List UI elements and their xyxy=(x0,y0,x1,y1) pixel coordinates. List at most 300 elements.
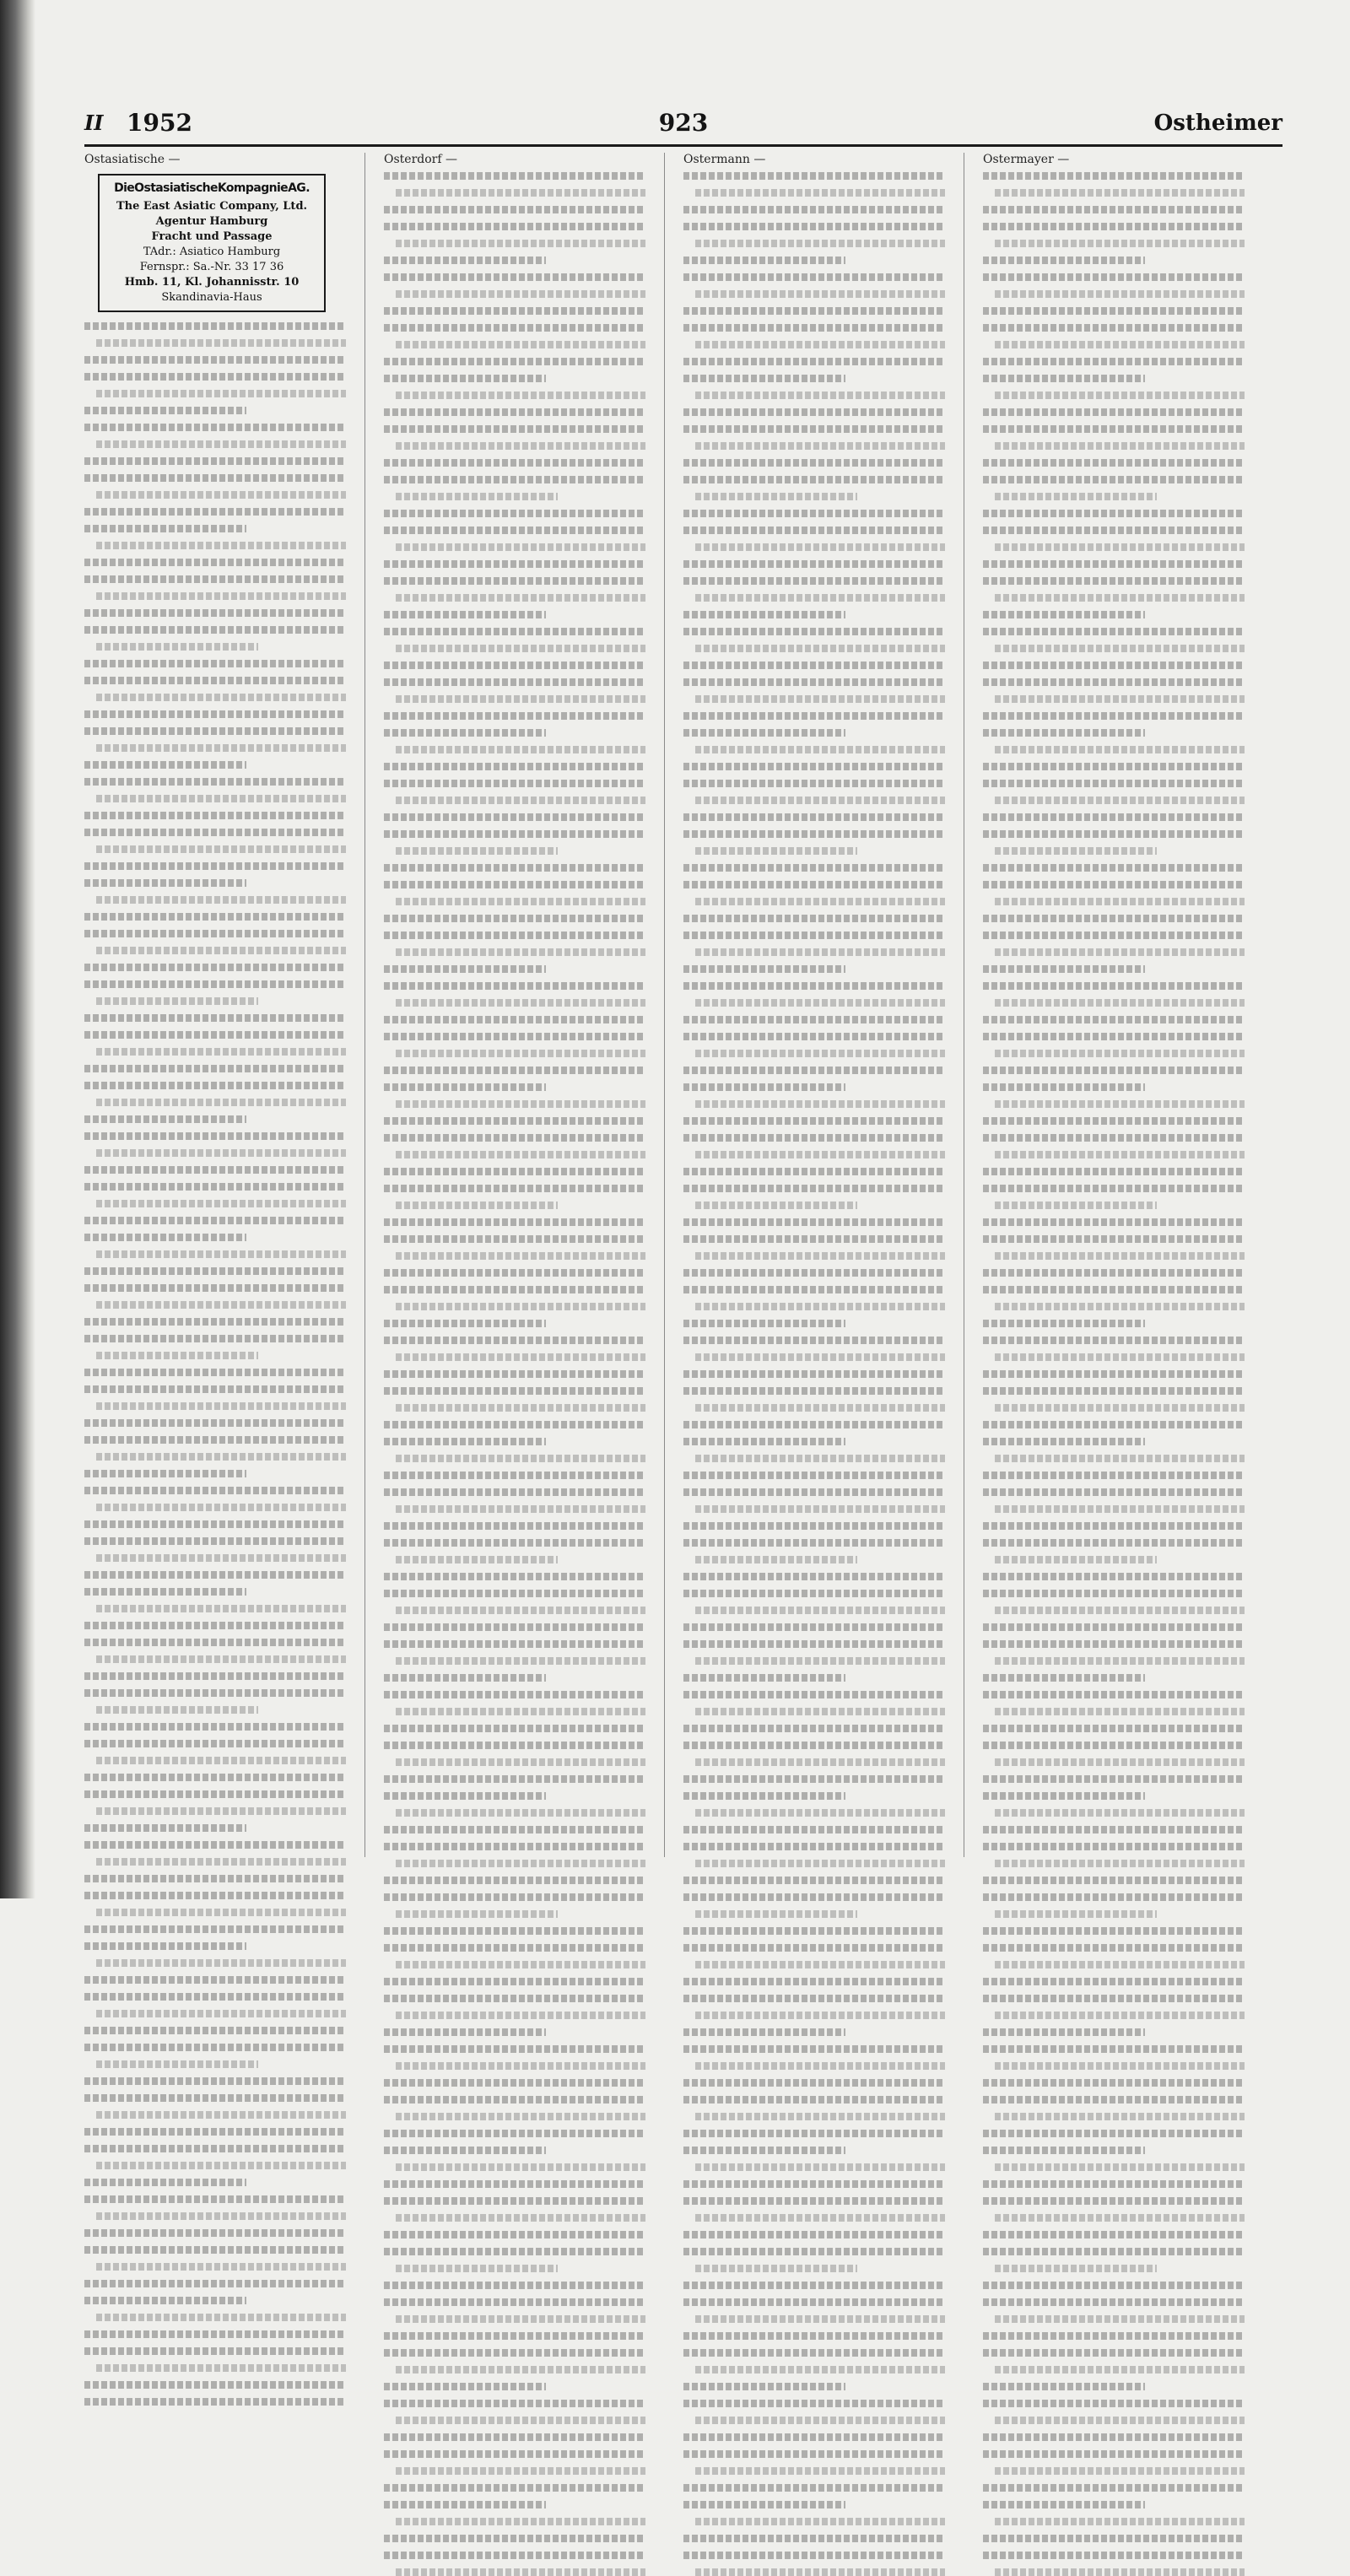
directory-entry-line xyxy=(683,1725,945,1732)
directory-entry-line xyxy=(84,1790,346,1798)
directory-entry-line xyxy=(995,1404,1245,1412)
directory-entry-line xyxy=(84,1470,246,1477)
directory-entry-line xyxy=(384,2535,645,2542)
directory-entry-line xyxy=(96,1200,346,1207)
directory-entry-line xyxy=(695,1505,945,1513)
directory-entry-line xyxy=(396,2163,645,2171)
column-2 xyxy=(384,153,645,1857)
directory-entry-line xyxy=(995,2568,1245,2576)
directory-entry-line xyxy=(96,1959,346,1967)
directory-entry-line xyxy=(983,1488,1245,1496)
directory-entry-line xyxy=(384,1387,645,1395)
book-binding-edge xyxy=(0,0,35,1898)
directory-entry-line xyxy=(384,1522,645,1530)
directory-entry-line xyxy=(983,1269,1245,1277)
directory-entry-line xyxy=(84,626,346,634)
directory-entry-line xyxy=(695,290,945,298)
directory-entry-line xyxy=(695,493,857,500)
directory-entry-line xyxy=(396,1252,645,1260)
directory-entry-line xyxy=(84,1976,346,1984)
directory-entry-line xyxy=(84,1520,346,1528)
directory-entry-line xyxy=(384,2282,645,2289)
directory-entry-line xyxy=(683,2282,945,2289)
directory-entry-line xyxy=(983,1843,1245,1850)
directory-entry-line xyxy=(683,881,945,888)
directory-entry-line xyxy=(384,2450,645,2458)
directory-entry-line xyxy=(396,442,645,450)
page-number: 923 xyxy=(658,109,709,137)
directory-entry-line xyxy=(84,879,246,887)
directory-entry-line xyxy=(84,1537,346,1545)
directory-entry-line xyxy=(695,2417,945,2424)
directory-entry-line xyxy=(683,1691,945,1698)
directory-entry-line xyxy=(983,2501,1145,2508)
directory-entry-line xyxy=(983,206,1245,213)
directory-entry-line xyxy=(683,1488,945,1496)
directory-entry-line xyxy=(96,592,346,600)
directory-entry-line xyxy=(384,1472,645,1479)
directory-entry-line xyxy=(683,1320,845,1327)
directory-entry-line xyxy=(983,1134,1245,1142)
directory-entry-line xyxy=(995,2113,1245,2120)
directory-entry-line xyxy=(84,2027,346,2034)
directory-entry-line xyxy=(396,2467,645,2475)
entry-list xyxy=(84,322,346,2406)
ad-line: The East Asiatic Company, Ltd. xyxy=(116,200,308,213)
directory-entry-line xyxy=(96,1504,346,1511)
directory-entry-line xyxy=(683,206,945,213)
directory-entry-line xyxy=(683,1033,945,1040)
directory-entry-line xyxy=(995,948,1245,956)
directory-entry-line xyxy=(396,392,645,399)
directory-entry-line xyxy=(96,2162,346,2169)
directory-entry-line xyxy=(995,493,1157,500)
directory-entry-line xyxy=(695,999,945,1007)
directory-entry-line xyxy=(84,1993,346,2001)
directory-entry-line xyxy=(995,392,1245,399)
directory-entry-line xyxy=(84,1419,346,1427)
directory-entry-line xyxy=(683,1083,845,1091)
directory-entry-line xyxy=(683,1185,945,1192)
directory-entry-line xyxy=(384,2180,645,2188)
directory-entry-line xyxy=(695,847,857,855)
directory-entry-line xyxy=(96,947,346,954)
directory-entry-line xyxy=(695,2366,945,2373)
directory-entry-line xyxy=(695,442,945,450)
directory-entry-line xyxy=(683,257,845,264)
directory-entry-line xyxy=(983,2248,1245,2255)
directory-entry-line xyxy=(84,474,346,482)
directory-entry-line xyxy=(683,2383,845,2390)
directory-entry-line xyxy=(96,643,258,651)
directory-entry-line xyxy=(396,695,645,703)
directory-entry-line xyxy=(983,729,1145,737)
directory-entry-line xyxy=(384,1792,546,1800)
ad-company-name: DieOstasiatischeKompagnieAG. xyxy=(114,181,310,195)
directory-entry-line xyxy=(384,1269,645,1277)
directory-entry-line xyxy=(84,761,246,769)
directory-entry-line xyxy=(683,662,945,669)
directory-entry-line xyxy=(384,2433,645,2441)
directory-entry-line xyxy=(995,2214,1245,2222)
directory-entry-line xyxy=(384,1877,645,1884)
directory-entry-line xyxy=(695,1607,945,1614)
directory-entry-line xyxy=(683,2433,945,2441)
ad-line: Hmb. 11, Kl. Johannisstr. 10 xyxy=(124,276,300,289)
directory-entry-line xyxy=(683,2096,945,2103)
directory-entry-line xyxy=(84,964,346,971)
page-header xyxy=(84,105,1282,147)
directory-entry-line xyxy=(84,2347,346,2355)
directory-entry-line xyxy=(396,2366,645,2373)
directory-entry-line xyxy=(396,1151,645,1158)
directory-entry-line xyxy=(995,2518,1245,2525)
directory-entry-line xyxy=(96,542,346,549)
directory-entry-line xyxy=(995,1353,1245,1361)
directory-entry-line xyxy=(995,695,1245,703)
directory-entry-line xyxy=(983,2197,1245,2205)
directory-entry-line xyxy=(683,1421,945,1428)
directory-entry-line xyxy=(983,2045,1245,2053)
directory-entry-line xyxy=(983,1826,1245,1833)
directory-entry-line xyxy=(84,1183,346,1191)
directory-entry-line xyxy=(683,358,945,365)
directory-entry-line xyxy=(695,2265,857,2272)
directory-entry-line xyxy=(995,1455,1245,1462)
directory-entry-line xyxy=(396,1860,645,1867)
column-divider xyxy=(664,153,665,1857)
directory-entry-line xyxy=(683,2231,945,2238)
directory-entry-line xyxy=(695,1758,945,1766)
directory-entry-line xyxy=(695,2163,945,2171)
directory-entry-line xyxy=(384,1893,645,1901)
directory-entry-line xyxy=(695,1708,945,1715)
directory-entry-line xyxy=(396,999,645,1007)
directory-entry-line xyxy=(384,611,546,618)
directory-entry-line xyxy=(983,425,1245,433)
directory-entry-line xyxy=(384,780,645,787)
directory-entry-line xyxy=(995,1657,1245,1665)
directory-entry-line xyxy=(683,1337,945,1344)
directory-entry-line xyxy=(384,459,645,467)
directory-entry-line xyxy=(683,1387,945,1395)
directory-entry-line xyxy=(84,2179,246,2186)
directory-entry-line xyxy=(683,1640,945,1648)
directory-entry-line xyxy=(683,813,945,821)
directory-entry-line xyxy=(995,1100,1245,1108)
directory-entry-line xyxy=(396,341,645,348)
directory-entry-line xyxy=(384,830,645,838)
directory-entry-line xyxy=(983,2450,1245,2458)
directory-entry-line xyxy=(384,1488,645,1496)
directory-entry-line xyxy=(84,1234,246,1241)
directory-entry-line xyxy=(983,932,1245,939)
directory-entry-line xyxy=(384,2197,645,2205)
directory-entry-line xyxy=(983,2079,1245,2087)
directory-entry-line xyxy=(983,1438,1145,1445)
directory-entry-line xyxy=(84,559,346,566)
directory-entry-line xyxy=(695,1050,945,1057)
ad-line: Fernspr.: Sa.-Nr. 33 17 36 xyxy=(139,261,284,273)
directory-entry-line xyxy=(384,813,645,821)
directory-entry-line xyxy=(683,611,845,618)
directory-entry-line xyxy=(683,678,945,686)
directory-entry-line xyxy=(683,1168,945,1175)
directory-entry-line xyxy=(84,1031,346,1039)
directory-entry-line xyxy=(96,2060,258,2068)
directory-entry-line xyxy=(384,662,645,669)
directory-entry-line xyxy=(396,594,645,602)
directory-entry-line xyxy=(396,1404,645,1412)
directory-entry-line xyxy=(983,678,1245,686)
directory-entry-line xyxy=(384,2501,546,2508)
directory-entry-line xyxy=(396,898,645,905)
directory-entry-line xyxy=(983,1623,1245,1631)
directory-entry-line xyxy=(983,2130,1245,2137)
column-3 xyxy=(683,153,945,1857)
directory-entry-line xyxy=(983,257,1145,264)
directory-entry-line xyxy=(695,341,945,348)
directory-entry-line xyxy=(983,1893,1245,1901)
directory-entry-line xyxy=(983,223,1245,230)
directory-entry-line xyxy=(983,965,1145,973)
directory-entry-line xyxy=(384,408,645,416)
directory-entry-line xyxy=(384,307,645,315)
directory-entry-line xyxy=(983,324,1245,332)
directory-entry-line xyxy=(84,1436,346,1444)
directory-entry-line xyxy=(384,1168,645,1175)
directory-entry-line xyxy=(983,628,1245,635)
directory-entry-line xyxy=(995,797,1245,804)
directory-entry-line xyxy=(84,1132,346,1140)
directory-entry-line xyxy=(983,2096,1245,2103)
directory-entry-line xyxy=(396,1607,645,1614)
directory-entry-line xyxy=(995,1202,1157,1209)
directory-entry-line xyxy=(983,1320,1145,1327)
ad-line: Skandinavia-Haus xyxy=(161,291,262,304)
directory-entry-line xyxy=(384,1235,645,1243)
directory-entry-line xyxy=(683,982,945,990)
directory-entry-line xyxy=(96,1048,346,1056)
directory-entry-line xyxy=(96,1605,346,1612)
directory-entry-line xyxy=(983,2383,1145,2390)
directory-entry-line xyxy=(683,915,945,922)
directory-entry-line xyxy=(695,1910,857,1918)
directory-entry-line xyxy=(683,830,945,838)
directory-entry-line xyxy=(384,2484,645,2492)
directory-entry-line xyxy=(384,425,645,433)
directory-entry-line xyxy=(384,1927,645,1935)
directory-entry-line xyxy=(396,2315,645,2323)
directory-entry-line xyxy=(384,223,645,230)
directory-entry-line xyxy=(683,1472,945,1479)
directory-entry-line xyxy=(683,2028,845,2036)
entry-list xyxy=(683,172,945,2576)
directory-entry-line xyxy=(683,1742,945,1749)
directory-entry-line xyxy=(995,2012,1245,2019)
directory-entry-line xyxy=(995,1758,1245,1766)
directory-entry-line xyxy=(396,1505,645,1513)
directory-entry-line xyxy=(995,1151,1245,1158)
ad-line: Fracht und Passage xyxy=(151,230,273,243)
directory-entry-line xyxy=(683,1893,945,1901)
directory-entry-line xyxy=(983,1944,1245,1952)
directory-entry-line xyxy=(683,2130,945,2137)
directory-entry-line xyxy=(84,1925,346,1933)
directory-entry-line xyxy=(683,172,945,180)
directory-entry-line xyxy=(384,628,645,635)
directory-entry-line xyxy=(683,527,945,534)
directory-entry-line xyxy=(695,797,945,804)
directory-entry-line xyxy=(983,2552,1245,2559)
directory-entry-line xyxy=(396,543,645,551)
directory-entry-line xyxy=(983,358,1245,365)
directory-entry-line xyxy=(396,1202,558,1209)
directory-entry-line xyxy=(384,206,645,213)
directory-entry-line xyxy=(384,1117,645,1125)
directory-entry-line xyxy=(84,1639,346,1646)
directory-entry-line xyxy=(96,1099,346,1106)
directory-entry-line xyxy=(983,881,1245,888)
directory-entry-line xyxy=(84,2128,346,2136)
directory-entry-line xyxy=(983,2147,1145,2154)
directory-entry-line xyxy=(983,1218,1245,1226)
column-4 xyxy=(983,153,1245,1857)
directory-entry-line xyxy=(983,1792,1145,1800)
directory-entry-line xyxy=(983,510,1245,517)
directory-entry-line xyxy=(995,1860,1245,1867)
directory-entry-line xyxy=(995,1252,1245,1260)
directory-entry-line xyxy=(683,1623,945,1631)
directory-entry-line xyxy=(84,1369,346,1376)
directory-entry-line xyxy=(683,375,845,382)
directory-entry-line xyxy=(84,457,346,465)
directory-entry-line xyxy=(96,1655,346,1663)
directory-entry-line xyxy=(84,1115,246,1123)
directory-entry-line xyxy=(695,898,945,905)
directory-entry-line xyxy=(995,1809,1245,1817)
directory-entry-line xyxy=(683,1590,945,1597)
directory-entry-line xyxy=(983,763,1245,770)
directory-entry-line xyxy=(96,1402,346,1410)
directory-entry-line xyxy=(683,1877,945,1884)
directory-entry-line xyxy=(384,2130,645,2137)
directory-entry-line xyxy=(384,257,546,264)
directory-entry-line xyxy=(84,508,346,516)
directory-entry-line xyxy=(384,1623,645,1631)
directory-entry-line xyxy=(983,2282,1245,2289)
directory-entry-line xyxy=(84,1740,346,1747)
directory-entry-line xyxy=(396,2062,645,2070)
directory-entry-line xyxy=(84,2195,346,2203)
directory-entry-line xyxy=(384,932,645,939)
directory-entry-line xyxy=(683,2248,945,2255)
directory-entry-line xyxy=(384,1691,645,1698)
directory-entry-line xyxy=(96,1858,346,1866)
directory-entry-line xyxy=(96,1706,258,1714)
directory-entry-line xyxy=(384,2096,645,2103)
directory-entry-line xyxy=(983,527,1245,534)
directory-entry-line xyxy=(683,273,945,281)
directory-entry-line xyxy=(84,2280,346,2287)
directory-entry-line xyxy=(396,847,558,855)
directory-entry-line xyxy=(695,594,945,602)
directory-entry-line xyxy=(96,896,346,904)
column-divider xyxy=(364,153,365,1857)
directory-entry-line xyxy=(384,2079,645,2087)
directory-entry-line xyxy=(983,1539,1245,1547)
directory-entry-line xyxy=(84,407,246,414)
directory-entry-line xyxy=(396,1100,645,1108)
ad-line: TAdr.: Asiatico Hamburg xyxy=(143,246,281,258)
directory-entry-line xyxy=(84,525,246,532)
directory-entry-line xyxy=(995,2265,1157,2272)
directory-entry-line xyxy=(384,1218,645,1226)
directory-entry-line xyxy=(384,1995,645,2002)
directory-entry-line xyxy=(96,2314,346,2321)
directory-entry-line xyxy=(683,712,945,720)
directory-entry-line xyxy=(683,2501,845,2508)
directory-entry-line xyxy=(384,1775,645,1783)
directory-entry-line xyxy=(983,915,1245,922)
directory-entry-line xyxy=(96,390,346,397)
directory-entry-line xyxy=(96,2263,346,2271)
directory-entry-line xyxy=(995,594,1245,602)
directory-entry-line xyxy=(96,744,346,752)
directory-entry-line xyxy=(683,1978,945,1985)
directory-entry-line xyxy=(683,2400,945,2407)
entry-list xyxy=(983,172,1245,2576)
directory-entry-line xyxy=(683,864,945,872)
directory-entry-line xyxy=(683,324,945,332)
directory-entry-line xyxy=(683,2197,945,2205)
directory-entry-line xyxy=(983,1033,1245,1040)
directory-entry-line xyxy=(995,2062,1245,2070)
directory-entry-line xyxy=(84,1824,246,1832)
directory-entry-line xyxy=(995,1910,1157,1918)
directory-entry-line xyxy=(96,1554,346,1562)
directory-entry-line xyxy=(983,273,1245,281)
directory-entry-line xyxy=(84,1166,346,1174)
directory-entry-line xyxy=(84,913,346,921)
directory-entry-line xyxy=(396,2518,645,2525)
directory-entry-line xyxy=(396,1961,645,1968)
directory-entry-line xyxy=(683,476,945,483)
directory-entry-line xyxy=(983,1775,1245,1783)
directory-entry-line xyxy=(983,864,1245,872)
directory-entry-line xyxy=(396,189,645,197)
directory-entry-line xyxy=(396,1809,645,1817)
directory-entry-line xyxy=(84,677,346,684)
directory-entry-line xyxy=(983,1387,1245,1395)
directory-entry-line xyxy=(683,2079,945,2087)
directory-entry-line xyxy=(384,1725,645,1732)
directory-entry-line xyxy=(384,476,645,483)
directory-entry-line xyxy=(384,1742,645,1749)
catchword: Ostheimer xyxy=(1153,111,1282,136)
directory-entry-line xyxy=(384,172,645,180)
directory-entry-line xyxy=(384,2383,546,2390)
directory-entry-line xyxy=(983,2484,1245,2492)
directory-entry-line xyxy=(683,1269,945,1277)
directory-entry-line xyxy=(983,1370,1245,1378)
directory-entry-line xyxy=(396,1303,645,1310)
directory-entry-line xyxy=(84,2381,346,2389)
directory-entry-line xyxy=(695,2062,945,2070)
directory-entry-line xyxy=(384,1370,645,1378)
directory-entry-line xyxy=(384,1185,645,1192)
directory-entry-line xyxy=(396,2568,645,2576)
